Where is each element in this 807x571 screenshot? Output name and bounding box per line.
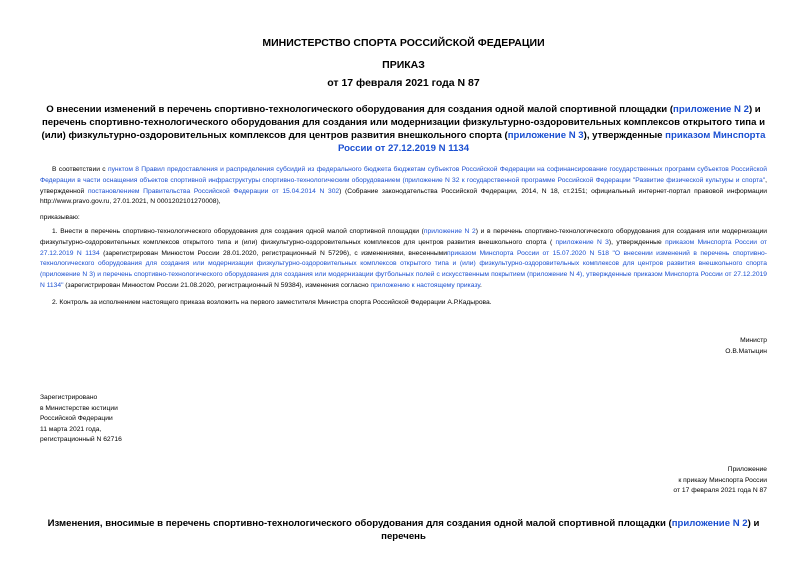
doc-date-number: от 17 февраля 2021 года N 87 (327, 77, 480, 89)
title-text-3: ), утвержденные (583, 130, 666, 141)
item1-link-order-518[interactable]: приказом Минспорта России от 15.07.2020 N 518 "О внесении изменений в перечень спортивно-технологического оборудования для создания или модернизации физкультурно-оздоровительных комплексов открытого типа и (или) физкультурно-оздоровительных комплексов для центров развития внешкольного спорта (приложение N 3) и перечень спортивно-технологического оборудования для создания или модернизации футбольных полей с искусственным покрытием (приложение N 4), утвержденные приказом Минспорта России от 27.12.2019 N 1134" (40, 249, 767, 289)
title-text-2: ) и перечень спортивно-технологического оборудования для создания или модернизации физкультурно-оздоровительных комплексов открытого типа и (или) физкультурно-оздоровительных комплексов для центров развития внешкольного спорта ( (41, 104, 765, 141)
registration-line-1: Зарегистрировано (40, 394, 98, 401)
item1-text-2: ) и в перечень спортивно-технологического оборудования для создания или модернизации физкультурно-оздоровительных комплексов открытого типа и (или) физкультурно-оздоровительных комплексов для центров развития внешкольного спорта ( (40, 228, 767, 246)
registration-line-5: регистрационный N 62716 (40, 436, 122, 443)
changes-title-text-1: Изменения, вносимые в перечень спортивно-технологического оборудования для создания одной малой спортивной площадки ( (47, 518, 672, 529)
registration-line-2: в Министерстве юстиции (40, 404, 118, 412)
changes-title-link-appendix-2[interactable]: приложение N 2 (671, 518, 748, 529)
preamble-text-1: В соответствии с (52, 166, 108, 173)
item1-text-6: . (480, 281, 482, 289)
preamble-link-rules[interactable]: пунктом 8 Правил предоставления и распределения субсидий из федерального бюджета бюджетам субъектов Российской Федерации на софинансирование государственных программ субъектов Российской Федерации в части оснащения объектов спортивной инфраструктуры спортивно-технологическим оборудованием (приложение N 32 к государственной программе Российской Федерации "Развитие физической культуры и спорта" (40, 166, 768, 184)
item1-link-order-1134[interactable]: приказом Минспорта России от 27.12.2019 N 1134 (40, 238, 767, 257)
item1-link-appendix-2[interactable]: приложение N 2 (423, 228, 476, 235)
preamble-link-resolution-302[interactable]: постановлением Правительства Российской Федерации от 15.04.2014 N 302 (87, 187, 340, 195)
item1-link-appendix-3[interactable]: приложение N 3 (552, 238, 609, 246)
signature-position: Министр (740, 337, 767, 344)
appendix-reference (567, 465, 767, 497)
registration-block (40, 393, 240, 446)
preamble-paragraph (40, 165, 767, 208)
appendix-line-2: к приказу Минспорта России (678, 476, 767, 484)
order-title (40, 103, 767, 155)
item1-link-appendix[interactable]: приложению к настоящему приказу (370, 281, 481, 289)
changes-title (40, 517, 767, 543)
appendix-line-3: от 17 февраля 2021 года N 87 (673, 487, 767, 494)
title-link-order-1134[interactable]: приказом Минспорта России от 27.12.2019 N 1134 (337, 130, 766, 154)
registration-line-4: 11 марта 2021 года, (40, 425, 102, 433)
item-2-paragraph: 2. Контроль за исполнением настоящего приказа возложить на первого заместителя Министра спорта Российской Федерации А.Р.Кадырова. (52, 299, 492, 306)
item1-text-1: 1. Внести в перечень спортивно-технологического оборудования для создания одной малой спортивной площадки ( (52, 228, 424, 235)
item-1-paragraph (40, 227, 767, 292)
title-link-appendix-2[interactable]: приложение N 2 (673, 104, 749, 115)
appendix-line-1: Приложение (727, 466, 767, 473)
ministry-heading: МИНИСТЕРСТВО СПОРТА РОССИЙСКОЙ ФЕДЕРАЦИИ (262, 37, 545, 49)
registration-line-3: Российской Федерации (40, 415, 113, 422)
changes-title-text-2: ) и перечень (381, 518, 760, 542)
signature-name: О.В.Матыцин (725, 348, 767, 355)
item1-text-4: (зарегистрирован Минюстом России 28.01.2020, регистрационный N 57296), с изменениями, внесенными (99, 249, 447, 257)
preamble-text-2: , утвержденной (40, 176, 767, 195)
title-text-1: О внесении изменений в перечень спортивно-технологического оборудования для создания одной малой спортивной площадки ( (46, 104, 674, 115)
doc-type-heading: ПРИКАЗ (382, 59, 425, 71)
preamble-text-3: ) (Собрание законодательства Российской Федерации, 2014, N 18, ст.2151; официальный интернет-портал правовой информации http://www.pravo.gov.ru, 27.01.2021, N 0001202101270008), (40, 187, 768, 206)
item1-text-3: ), утвержденные (608, 238, 666, 246)
order-word: приказываю: (40, 214, 80, 221)
item1-text-5: (зарегистрирован Минюстом России 21.08.2020, регистрационный N 59384), изменения согласно (63, 281, 371, 289)
signature-block (647, 335, 767, 357)
title-link-appendix-3[interactable]: приложение N 3 (507, 130, 584, 141)
